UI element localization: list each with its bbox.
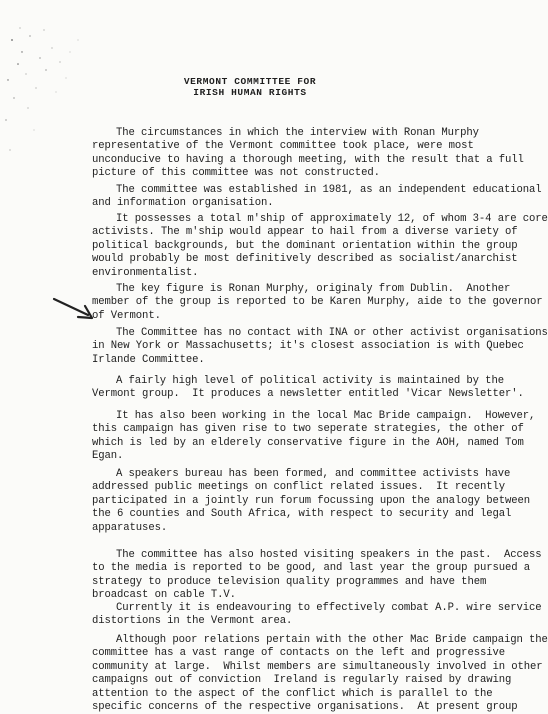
paragraph-line: unconducive to having a thorough meeting, with the result that a full xyxy=(92,153,524,166)
paragraph-line: which is led by an elderely conservative figure in the AOH, named Tom xyxy=(92,436,524,449)
paragraph-line: Irlande Committee. xyxy=(92,353,205,366)
paragraph-line: would probably be most definitively described as socialist/anarchist xyxy=(92,253,518,266)
paragraph-line: community at large. Whilst members are simultaneously involved in other xyxy=(92,660,543,673)
paragraph-line: Currently it is endeavouring to effectively combat A.P. wire service xyxy=(116,602,542,614)
paragraph-line: activists. The m'ship would appear to hail from a diverse variety of xyxy=(92,226,518,239)
paragraph-line: The Committee has no contact with INA or other activist organisations xyxy=(116,327,548,339)
paragraph-line: The circumstances in which the interview with Ronan Murphy xyxy=(116,127,479,139)
paragraph-line: and information organisation. xyxy=(92,197,274,210)
paragraph-line: picture of this committee was not constructed. xyxy=(92,167,380,180)
paragraph-line: to the media is reported to be good, and last year the group pursued a xyxy=(92,562,531,575)
document-title xyxy=(0,76,500,98)
paragraph-line: committee has a vast range of contacts on the left and progressive xyxy=(92,647,505,660)
paragraph-line: The key figure is Ronan Murphy, originaly from Dublin. Another xyxy=(116,283,511,295)
paragraph-line: It possesses a total m'ship of approximately 12, of whom 3-4 are core xyxy=(116,213,548,225)
paragraph-line: It has also been working in the local Mac Bride campaign. However, xyxy=(116,410,536,422)
paragraph-line: Egan. xyxy=(92,450,124,463)
paragraph xyxy=(92,127,524,181)
paragraph-line: representative of the Vermont committee took place, were most xyxy=(92,140,474,153)
paragraph xyxy=(92,327,548,367)
paragraph-line: member of the group is reported to be Karen Murphy, aide to the governor xyxy=(92,296,543,309)
paragraph-line: specific concerns of the respective organisations. At present group xyxy=(92,701,518,714)
paragraph xyxy=(92,634,548,714)
paragraph xyxy=(92,410,536,464)
paragraph-line: A speakers bureau has been formed, and committee activists have xyxy=(116,468,511,480)
paragraph-line: the 6 counties and South Africa, with respect to security and legal xyxy=(92,508,512,521)
paragraph-line: distortions in the Vermont area. xyxy=(92,615,293,628)
paragraph xyxy=(92,549,542,603)
paragraph-line: apparatuses. xyxy=(92,521,168,534)
paragraph-line: addressed public meetings on conflict related issues. It recently xyxy=(92,481,505,494)
title-line-1: VERMONT COMMITTEE FOR xyxy=(183,76,317,87)
paragraph xyxy=(92,184,542,211)
paragraph xyxy=(92,283,543,323)
paragraph xyxy=(92,468,531,535)
paragraph-line: Although poor relations pertain with the other Mac Bride campaign the xyxy=(116,634,548,646)
paragraph-line: The committee has also hosted visiting speakers in the past. Access xyxy=(116,549,542,561)
paragraph-line: A fairly high level of political activity is maintained by the xyxy=(116,375,504,387)
title-line-2: IRISH HUMAN RIGHTS xyxy=(193,87,307,98)
paragraph xyxy=(92,375,524,402)
paragraph-line: political backgrounds, but the dominant orientation within the group xyxy=(92,239,518,252)
paragraph-line: strategy to produce television quality programmes and have them xyxy=(92,575,487,588)
paragraph xyxy=(92,602,542,629)
paragraph-line: broadcast on cable T.V. xyxy=(92,589,236,602)
paragraph-line: campaigns out of conviction Ireland is regularly raised by drawing xyxy=(92,674,512,687)
paragraph-line: of Vermont. xyxy=(92,309,161,322)
paragraph-line: Vermont group. It produces a newsletter entitled 'Vicar Newsletter'. xyxy=(92,388,524,401)
paragraph-line: The committee was established in 1981, as an independent educational xyxy=(116,184,542,196)
paragraph-line: in New York or Massachusetts; it's closest association is with Quebec xyxy=(92,340,524,353)
paragraph-line: participated in a jointly run forum focussing upon the analogy between xyxy=(92,494,531,507)
paragraph-line: environmentalist. xyxy=(92,266,199,279)
paragraph xyxy=(92,213,548,280)
paragraph-line: this campaign has given rise to two seperate strategies, the other of xyxy=(92,423,524,436)
handwritten-arrow-icon xyxy=(52,296,96,322)
paragraph-line: attention to the aspect of the conflict which is parallel to the xyxy=(92,687,493,700)
